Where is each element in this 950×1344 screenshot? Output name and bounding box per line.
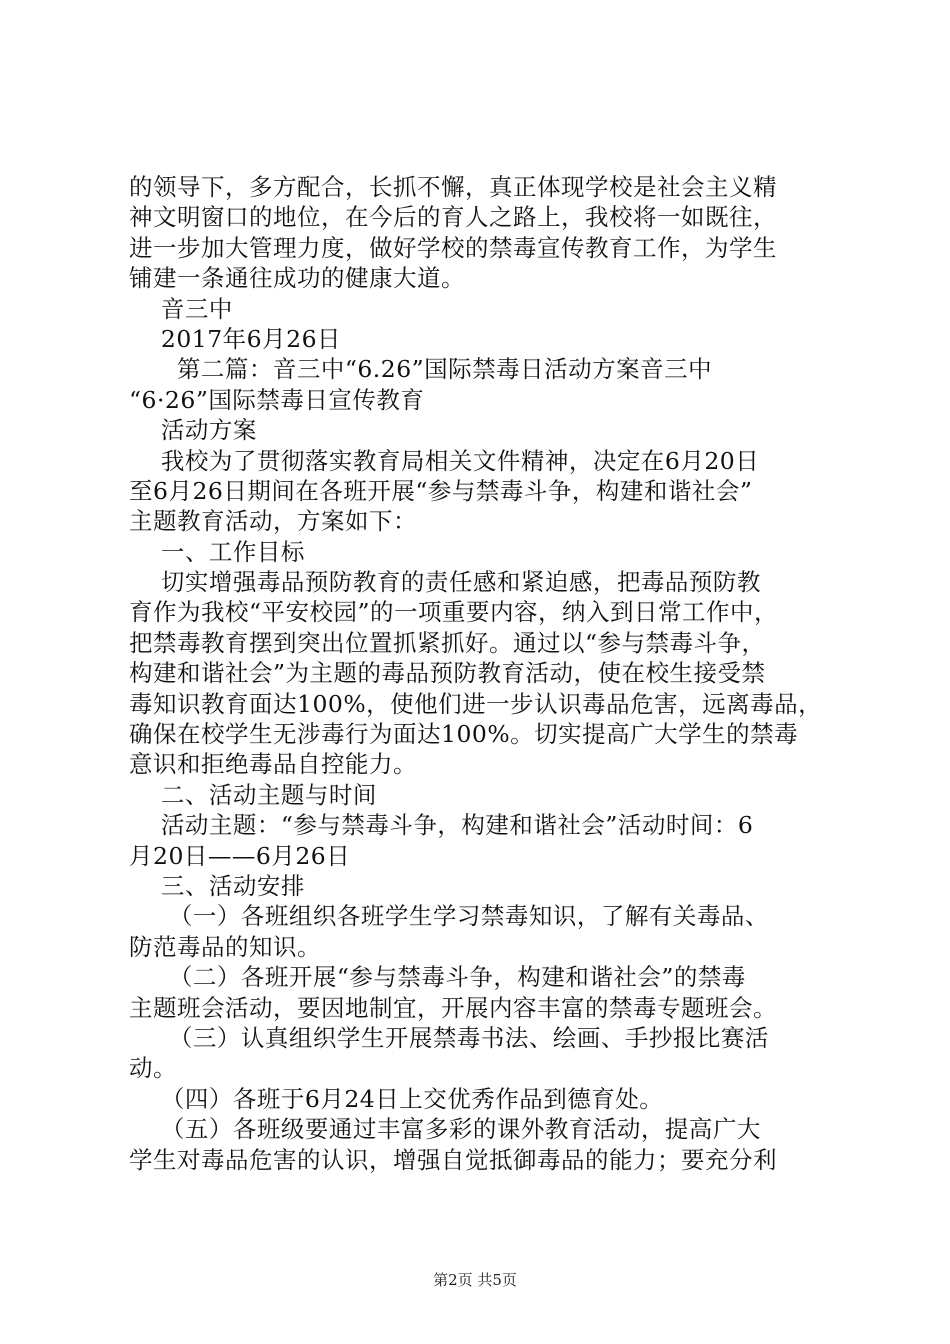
text-line: 二、活动主题与时间 [129, 780, 377, 809]
section-heading: 第二篇：音三中“6.26”国际禁毒日活动方案音三中 [129, 355, 713, 384]
text-line: 我校为了贯彻落实教育局相关文件精神，决定在6月20日 [129, 446, 760, 475]
text-line: （四）各班于6月24日上交优秀作品到德育处。 [129, 1084, 664, 1113]
text-line: 三、活动安排 [129, 871, 305, 900]
text-line: 切实增强毒品预防教育的责任感和紧迫感，把毒品预防教 [129, 568, 761, 597]
text-line: 确保在校学生无涉毒行为面达100%。切实提高广大学生的禁毒 [129, 720, 799, 749]
text-line: 音三中 [129, 294, 233, 323]
body-text [129, 172, 834, 1175]
text-line: 至6月26日期间在各班开展“参与禁毒斗争，构建和谐社会” [129, 476, 753, 505]
text-line: 动。 [129, 1054, 177, 1083]
text-line: （五）各班级要通过丰富多彩的课外教育活动，提高广大 [129, 1115, 761, 1144]
text-line: （一）各班组织各班学生学习禁毒知识，了解有关毒品、 [129, 902, 769, 931]
text-line: 构建和谐社会”为主题的毒品预防教育活动，使在校生接受禁 [129, 659, 766, 688]
page-number-footer: 第2页 共5页 [433, 1271, 517, 1289]
text-line: 月20日——6月26日 [129, 841, 351, 870]
text-line: （三）认真组织学生开展禁毒书法、绘画、手抄报比赛活 [129, 1023, 769, 1052]
text-line: 一、工作目标 [129, 537, 305, 566]
text-line: 主题班会活动，要因地制宜，开展内容丰富的禁毒专题班会。 [129, 993, 777, 1022]
text-line: 神文明窗口的地位，在今后的育人之路上，我校将一如既往， [129, 203, 777, 232]
text-line: 铺建一条通往成功的健康大道。 [129, 264, 465, 293]
text-line: 的领导下，多方配合，长抓不懈，真正体现学校是社会主义精 [129, 173, 777, 201]
text-line: 学生对毒品危害的认识，增强自觉抵御毒品的能力；要充分利 [129, 1145, 777, 1174]
text-line: 活动方案 [129, 416, 257, 445]
text-line: 2017年6月26日 [129, 324, 342, 353]
text-line: 主题教育活动，方案如下： [129, 507, 417, 536]
text-line: 意识和拒绝毒品自控能力。 [129, 750, 417, 779]
text-line: 育作为我校“平安校园”的一项重要内容，纳入到日常工作中， [129, 598, 779, 627]
text-line: 进一步加大管理力度，做好学校的禁毒宣传教育工作，为学生 [129, 233, 777, 262]
text-line: 活动主题：“参与禁毒斗争，构建和谐社会”活动时间：6 [129, 811, 754, 840]
text-line: 把禁毒教育摆到突出位置抓紧抓好。通过以“参与禁毒斗争， [129, 628, 766, 657]
text-line: 防范毒品的知识。 [129, 932, 321, 961]
text-line: （二）各班开展“参与禁毒斗争，构建和谐社会”的禁毒 [129, 963, 746, 992]
section-heading: “6·26”国际禁毒日宣传教育 [129, 385, 425, 414]
text-line: 毒知识教育面达100%，使他们进一步认识毒品危害，远离毒品， [129, 689, 823, 718]
